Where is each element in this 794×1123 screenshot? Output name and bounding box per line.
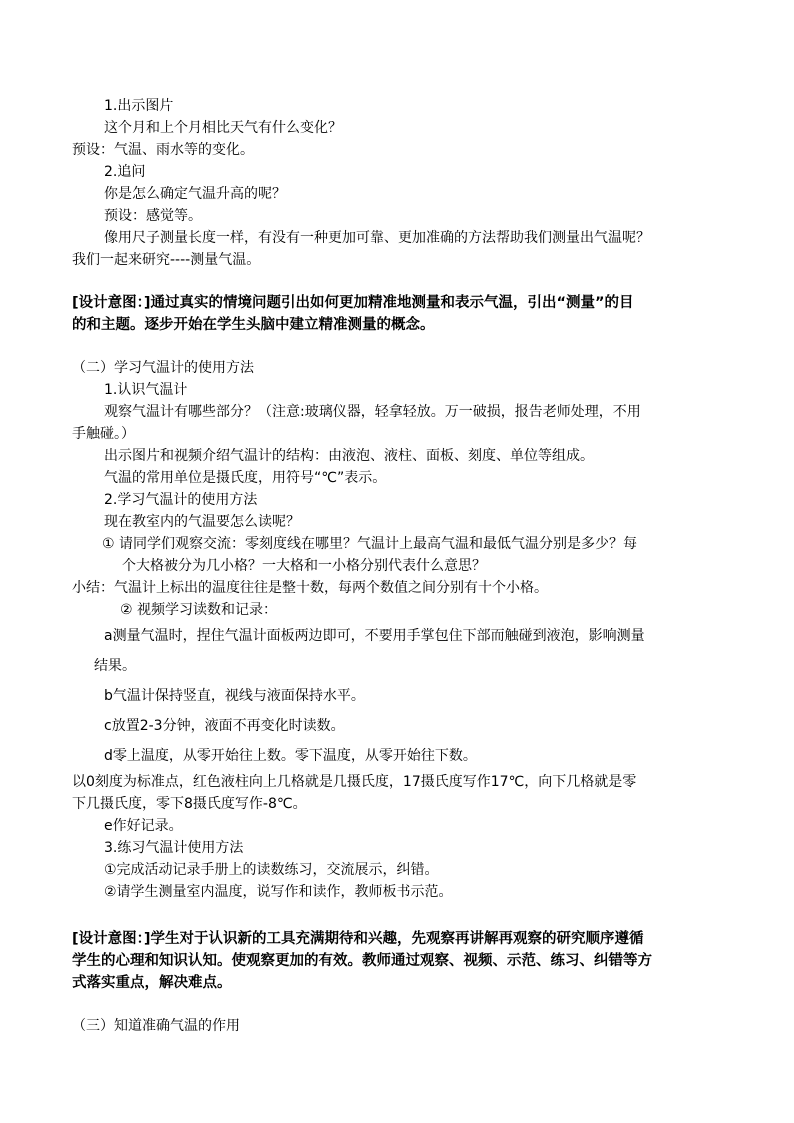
observe-line-2: 手触碰。） — [72, 426, 135, 442]
section-2-item-2-title: 2.学习气温计的使用方法 — [104, 492, 258, 508]
exercise-2: ②请学生测量室内温度，说写作和读作，教师板书示范。 — [104, 884, 453, 900]
exercise-1: ①完成活动记录手册上的读数练习，交流展示，纠错。 — [104, 862, 439, 878]
step-b: b气温计保持竖直，视线与液面保持水平。 — [104, 688, 365, 704]
design-intent-2-line-1: [设计意图：]学生对于认识新的工具充满期待和兴趣，先观察再讲解再观察的研究顺序遵循 — [72, 931, 644, 947]
design-intent-1-line-1: [设计意图：]通过真实的情境问题引出如何更加精准地测量和表示气温，引出“测量”的目 — [72, 295, 634, 311]
unit-text: 气温的常用单位是摄氏度，用符号“℃”表示。 — [104, 470, 387, 486]
step-e: e作好记录。 — [104, 818, 183, 834]
step-c: c放置2-3分钟，液面不再变化时读数。 — [104, 718, 345, 734]
paragraph-line-1: 像用尺子测量长度一样，有没有一种更加可靠、更加准确的方法帮助我们测量出气温呢？ — [104, 230, 650, 246]
point-1-line-1: ① 请同学们观察交流：零刻度线在哪里？气温计上最高气温和最低气温分别是多少？每 — [102, 536, 637, 552]
point-2: ② 视频学习读数和记录： — [120, 602, 278, 618]
read-question: 现在教室内的气温要怎么读呢？ — [104, 514, 300, 530]
question-2: 你是怎么确定气温升高的呢？ — [104, 186, 286, 202]
point-1-line-2: 个大格被分为几小格？一大格和一小格分别代表什么意思？ — [122, 558, 486, 574]
preset-2: 预设：感觉等。 — [104, 208, 202, 224]
design-intent-2-line-2: 学生的心理和知识认知。使观察更加的有效。教师通过观察、视频、示范、练习、纠错等方 — [72, 953, 652, 969]
preset-1: 预设：气温、雨水等的变化。 — [72, 142, 254, 158]
summary-text: 小结：气温计上标出的温度往往是整十数，每两个数值之间分别有十个小格。 — [72, 580, 548, 596]
observe-line-1: 观察气温计有哪些部分？（注意:玻璃仪器，轻拿轻放。万一破损，报告老师处理，不用 — [104, 404, 641, 420]
section-3-heading: （三）知道准确气温的作用 — [72, 1018, 240, 1034]
question-1: 这个月和上个月相比天气有什么变化？ — [104, 120, 342, 136]
paragraph-line-2: 我们一起来研究----测量气温。 — [72, 252, 261, 268]
section-2-item-1-title: 1.认识气温计 — [104, 382, 188, 398]
structure-text: 出示图片和视频介绍气温计的结构：由液泡、液柱、面板、刻度、单位等组成。 — [104, 448, 594, 464]
step-a-line-1: a测量气温时，捏住气温计面板两边即可，不要用手掌包住下部而触碰到液泡，影响测量 — [104, 628, 645, 644]
zero-point-line-1: 以0刻度为标准点，红色液柱向上几格就是几摄氏度，17摄氏度写作17℃，向下几格就是零 — [72, 774, 637, 790]
section-2-heading: （二）学习气温计的使用方法 — [72, 360, 254, 376]
step-d: d零上温度，从零开始往上数。零下温度，从零开始往下数。 — [104, 748, 477, 764]
design-intent-2-line-3: 式落实重点，解决难点。 — [72, 975, 232, 991]
section-2-item-3-title: 3.练习气温计使用方法 — [104, 840, 244, 856]
step-a-line-2: 结果。 — [94, 658, 136, 674]
item-1-title: 1.出示图片 — [104, 98, 174, 114]
zero-point-line-2: 下几摄氏度，零下8摄氏度写作-8℃。 — [72, 796, 307, 812]
design-intent-1-line-2: 的和主题。逐步开始在学生头脑中建立精准测量的概念。 — [72, 317, 435, 333]
item-2-title: 2.追问 — [104, 164, 146, 180]
